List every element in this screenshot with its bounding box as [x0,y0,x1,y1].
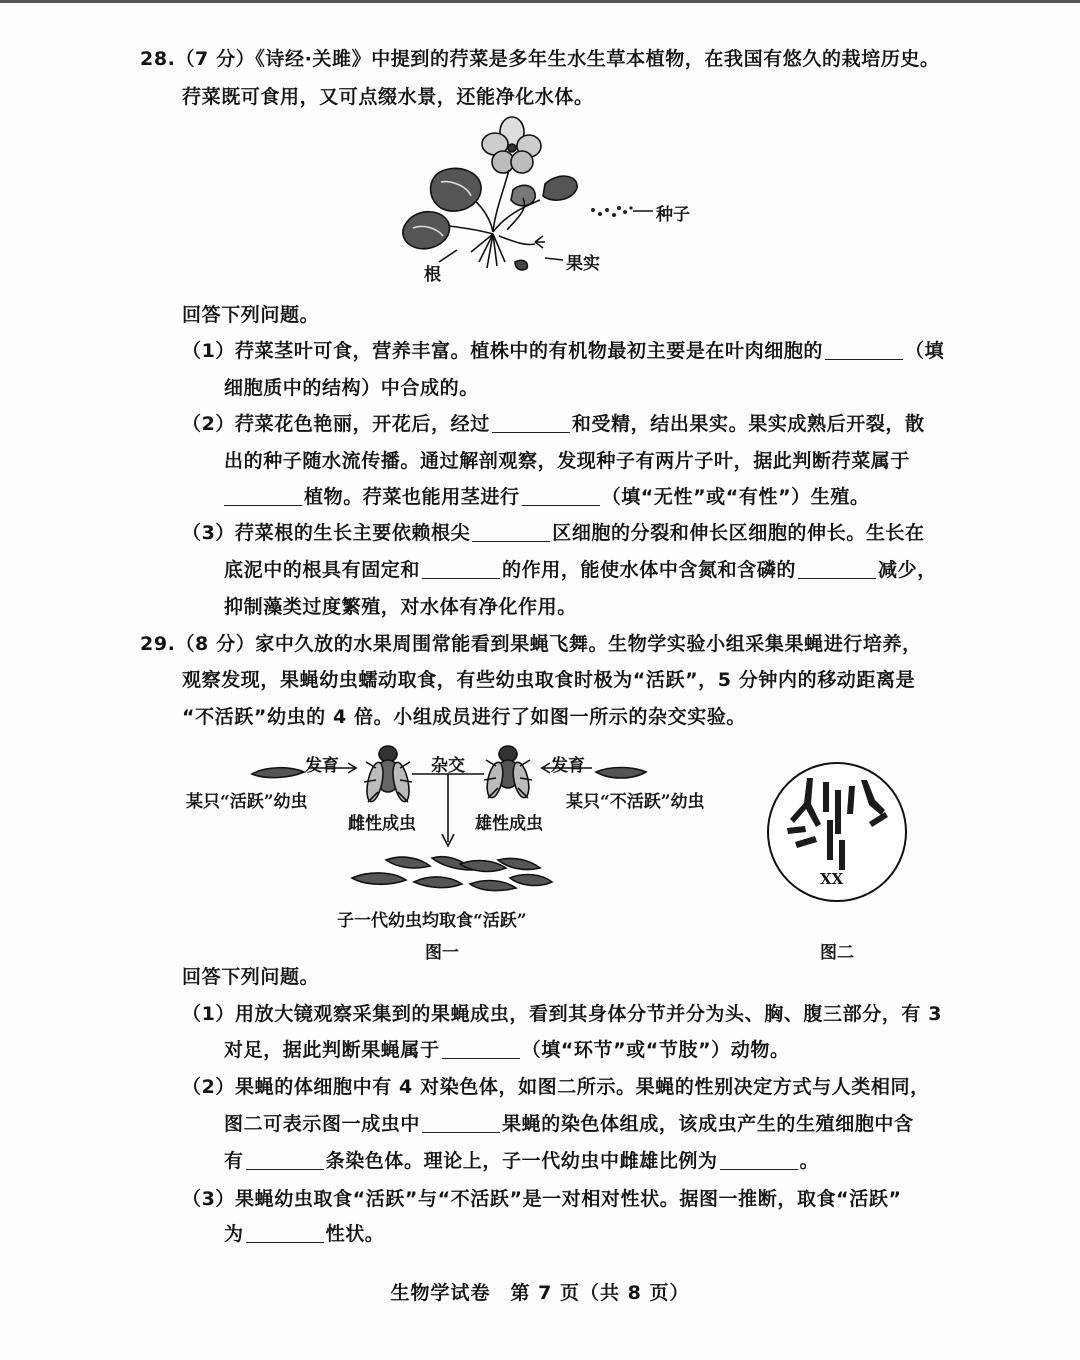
q28-p1-line1 [182,339,944,363]
female-adult-label: 雌性成虫 [348,814,416,834]
q29-answer-prompt: 回答下列问题。 [182,966,320,988]
q28-p1-text-b: （填 [905,340,945,362]
q28-p1-text-a: （1）荇菜茎叶可食，营养丰富。植株中的有机物最初主要是在叶肉细胞的 [182,340,824,362]
offspring-larvae-icon [352,857,552,891]
q28-p3-line2 [224,558,937,582]
seeds-icon [591,206,633,217]
q29-p3-text-a: 为 [224,1223,244,1245]
q28-p3-text-b: 区细胞的分裂和伸长区细胞的伸长。生长在 [552,522,925,544]
q29-p1-text-b: （填“环节”或“节肢”）动物。 [521,1039,790,1061]
q28-p3-text-a: （3）荇菜根的生长主要依赖根尖 [182,522,471,544]
fruit-label: 果实 [566,254,600,274]
q29-intro-line3: “不活跃”幼虫的 4 倍。小组成员进行了如图一所示的杂交实验。 [182,706,747,728]
inactive-larva-label: 某只“不活跃”幼虫 [566,792,705,812]
q28-p2-text-d: （填“无性”或“有性”）生殖。 [601,486,870,508]
q28-p2-line2: 出的种子随水流传播。通过解剖观察，发现种子有两片子叶，据此判断荇菜属于 [224,450,911,472]
q29-p2-line3 [224,1149,819,1173]
figure1-caption: 图一 [425,943,459,963]
cross-label: 杂交 [431,756,465,776]
q29-p2-text-a: 图二可表示图一成虫中 [224,1113,421,1135]
scan-edge [0,0,1080,3]
q28-p2-text-a: （2）荇菜花色艳丽，开花后，经过 [182,413,490,435]
flower-icon [482,117,541,173]
larva-icon [596,768,646,779]
answer-blank[interactable] [442,1040,520,1059]
q29-p1-text-a: 对足，据此判断果蝇属于 [224,1039,440,1061]
answer-blank[interactable] [522,487,600,506]
figure2-caption: 图二 [820,943,854,963]
answer-blank[interactable] [472,523,550,542]
answer-blank[interactable] [224,487,302,506]
page-footer: 生物学试卷 第 7 页（共 8 页） [390,1282,690,1304]
q28-intro-line1: 28.（7 分）《诗经·关雎》中提到的荇菜是多年生水生草本植物，在我国有悠久的栽培历史。 [140,48,940,70]
seed-label: 种子 [656,205,690,225]
q28-p2-text-c: 植物。荇菜也能用茎进行 [304,486,520,508]
q29-p2-text-c: 有 [224,1150,244,1172]
q29-p3-line1: （3）果蝇幼虫取食“活跃”与“不活跃”是一对相对性状。据图一推断，取食“活跃” [182,1188,902,1210]
q28-p2-line1 [182,412,925,436]
q28-p3-line3: 抑制藻类过度繁殖，对水体有净化作用。 [224,596,577,618]
q28-p2-line3 [222,485,870,509]
larva-icon [252,768,304,778]
answer-blank[interactable] [246,1151,324,1170]
q28-answer-prompt: 回答下列问题。 [182,304,320,326]
develop-right-label: 发育 [551,756,585,776]
q29-p2-text-e: 。 [799,1150,820,1172]
q28-intro-line2: 荇菜既可食用，又可点缀水景，还能净化水体。 [182,86,594,108]
q28-p3-line1 [182,521,925,545]
q29-p2-text-d: 条染色体。理论上，子一代幼虫中雌雄比例为 [325,1150,718,1172]
xx-label: XX [820,870,844,888]
q29-p1-line2 [224,1038,790,1062]
q29-p3-text-b: 性状。 [325,1223,385,1245]
root-label: 根 [424,265,441,285]
female-fly-icon [364,746,412,803]
q29-p1-line1: （1）用放大镜观察采集到的果蝇成虫，看到其身体分节并分为头、胸、腹三部分，有 3 [182,1003,943,1025]
answer-blank[interactable] [422,560,500,579]
answer-blank[interactable] [825,341,903,360]
q28-p3-text-d: 的作用，能使水体中含氮和含磷的 [502,559,797,581]
answer-blank[interactable] [720,1151,798,1170]
q28-p3-text-c: 底泥中的根具有固定和 [224,559,421,581]
offspring-label: 子一代幼虫均取食“活跃” [337,911,527,931]
q28-p3-text-e: 减少， [878,559,937,581]
q28-p2-text-b: 和受精，结出果实。果实成熟后开裂，散 [571,413,925,435]
answer-blank[interactable] [492,414,570,433]
q29-intro-line1: 29.（8 分）家中久放的水果周围常能看到果蝇飞舞。生物学实验小组采集果蝇进行培养， [140,633,922,655]
q28-p1-line2: 细胞质中的结构）中合成的。 [224,377,479,399]
answer-blank[interactable] [798,560,876,579]
answer-blank[interactable] [246,1224,324,1243]
active-larva-label: 某只“活跃”幼虫 [186,792,308,812]
male-adult-label: 雄性成虫 [475,814,543,834]
q29-p3-line2 [224,1222,384,1246]
develop-left-label: 发育 [305,756,339,776]
male-fly-icon [484,746,532,799]
q29-p2-text-b: 果蝇的染色体组成，该成虫产生的生殖细胞中含 [502,1113,914,1135]
answer-blank[interactable] [422,1114,500,1133]
q29-intro-line2: 观察发现，果蝇幼虫蠕动取食，有些幼虫取食时极为“活跃”，5 分钟内的移动距离是 [182,669,916,691]
q29-p2-line1: （2）果蝇的体细胞中有 4 对染色体，如图二所示。果蝇的性别决定方式与人类相同， [182,1076,930,1098]
q29-p2-line2 [224,1112,914,1136]
